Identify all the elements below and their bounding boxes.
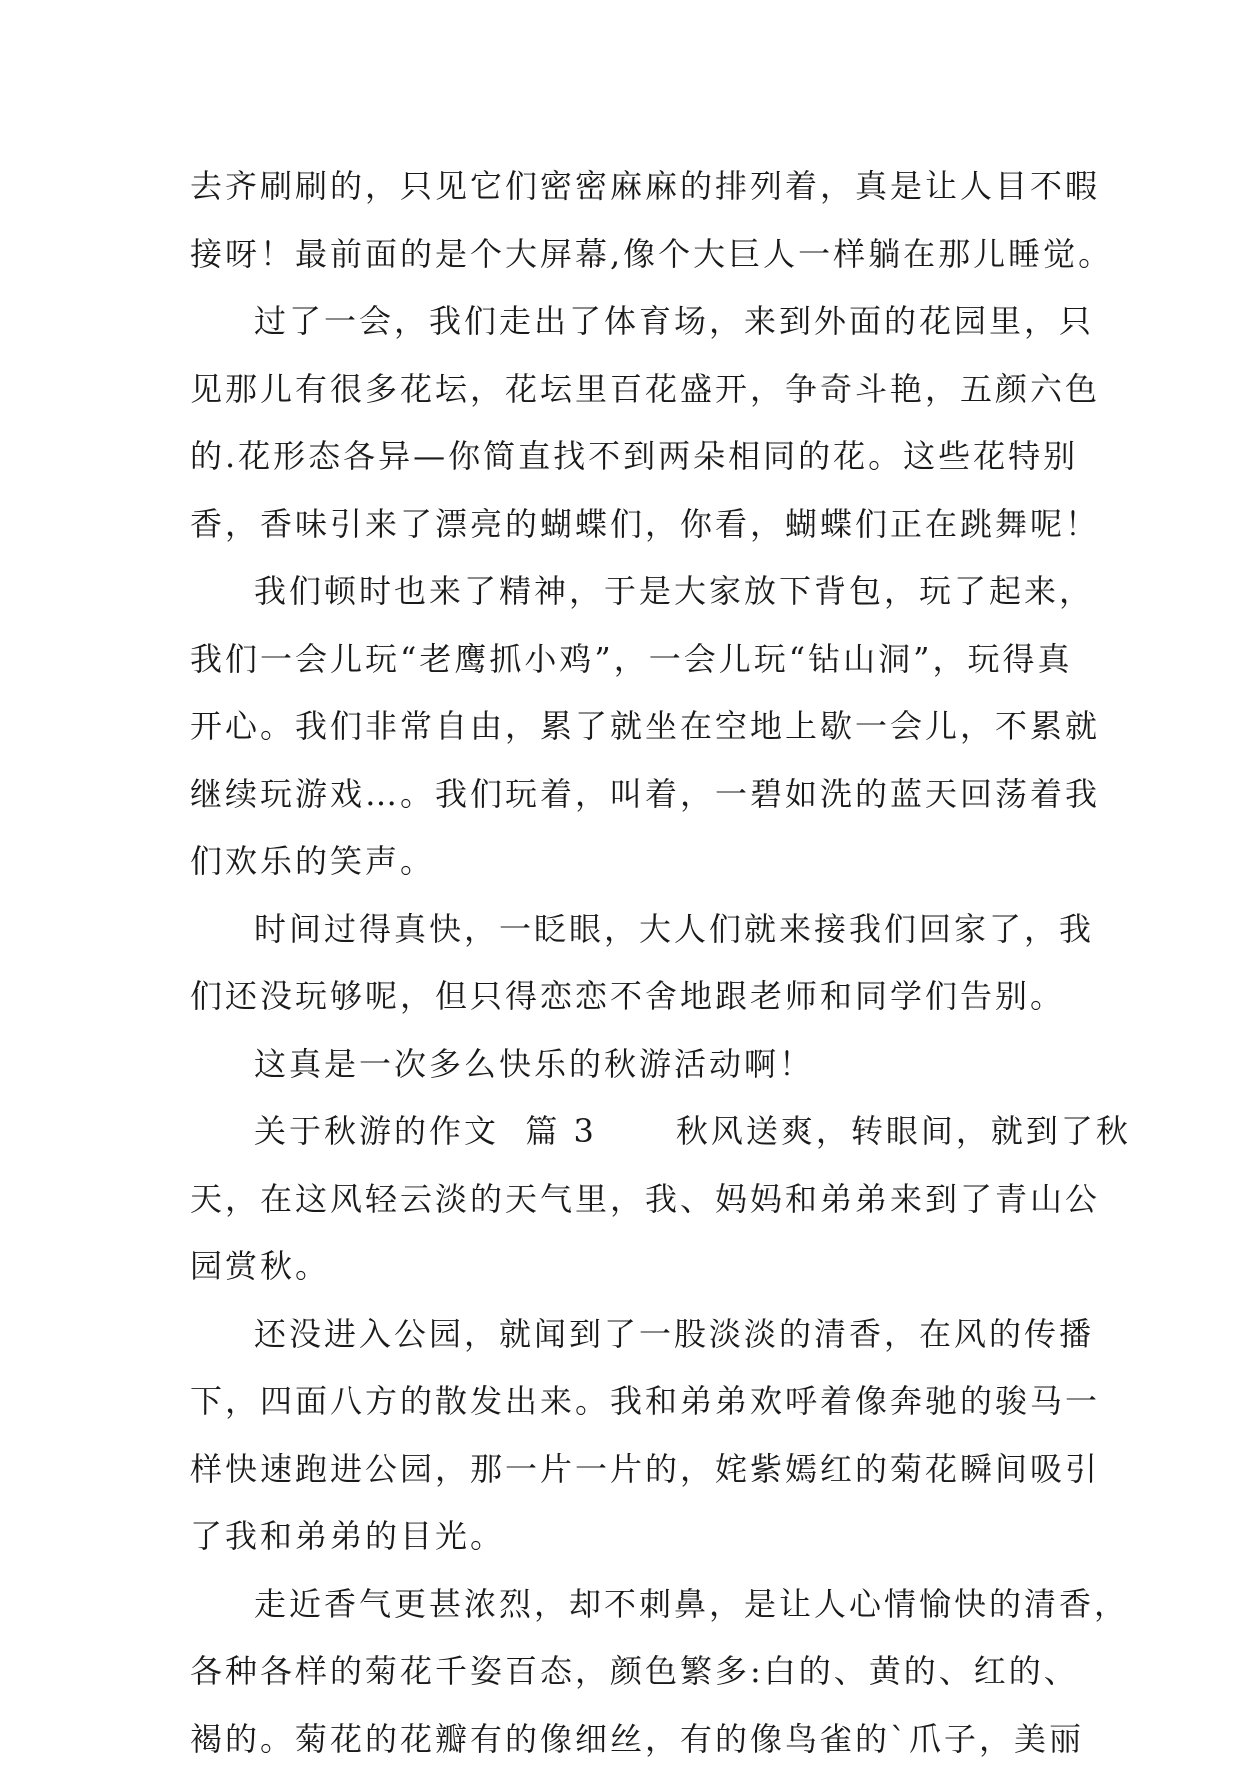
text-line: 我们顿时也来了精神，于是大家放下背包，玩了起来，: [190, 563, 1090, 631]
text-line: 天，在这风轻云淡的天气里，我、妈妈和弟弟来到了青山公: [190, 1171, 1090, 1239]
section-heading-line: 关于秋游的作文 篇 3 秋风送爽，转眼间，就到了秋: [190, 1103, 1090, 1171]
text-line: 继续玩游戏…。我们玩着，叫着，一碧如洗的蓝天回荡着我: [190, 766, 1090, 834]
text-line: 下，四面八方的散发出来。我和弟弟欢呼着像奔驰的骏马一: [190, 1373, 1090, 1441]
text-line: 见那儿有很多花坛，花坛里百花盛开，争奇斗艳，五颜六色: [190, 361, 1090, 429]
text-line: 的.花形态各异—你简直找不到两朵相同的花。这些花特别: [190, 428, 1090, 496]
text-line: 开心。我们非常自由，累了就坐在空地上歇一会儿，不累就: [190, 698, 1090, 766]
text-line: 我们一会儿玩“老鹰抓小鸡”，一会儿玩“钻山洞”，玩得真: [190, 631, 1090, 699]
text-line: 香，香味引来了漂亮的蝴蝶们，你看，蝴蝶们正在跳舞呢！: [190, 496, 1090, 564]
text-line: 这真是一次多么快乐的秋游活动啊！: [190, 1036, 1090, 1104]
text-line: 过了一会，我们走出了体育场，来到外面的花园里，只: [190, 293, 1090, 361]
document-body: [190, 158, 1090, 1778]
text-line: 各种各样的菊花千姿百态，颜色繁多:白的、黄的、红的、: [190, 1643, 1090, 1711]
text-line: 接呀！最前面的是个大屏幕,像个大巨人一样躺在那儿睡觉。: [190, 226, 1090, 294]
text-line: 褐的。菊花的花瓣有的像细丝，有的像鸟雀的`爪子，美丽: [190, 1711, 1090, 1778]
text-line: 时间过得真快，一眨眼，大人们就来接我们回家了，我: [190, 901, 1090, 969]
text-line: 们还没玩够呢，但只得恋恋不舍地跟老师和同学们告别。: [190, 968, 1090, 1036]
text-line: 还没进入公园，就闻到了一股淡淡的清香，在风的传播: [190, 1306, 1090, 1374]
text-line: 们欢乐的笑声。: [190, 833, 1090, 901]
text-line: 了我和弟弟的目光。: [190, 1508, 1090, 1576]
text-line: 去齐刷刷的，只见它们密密麻麻的排列着，真是让人目不暇: [190, 158, 1090, 226]
text-line: 园赏秋。: [190, 1238, 1090, 1306]
text-line: 走近香气更甚浓烈，却不刺鼻，是让人心情愉快的清香，: [190, 1576, 1090, 1644]
text-line: 样快速跑进公园，那一片一片的，姹紫嫣红的菊花瞬间吸引: [190, 1441, 1090, 1509]
